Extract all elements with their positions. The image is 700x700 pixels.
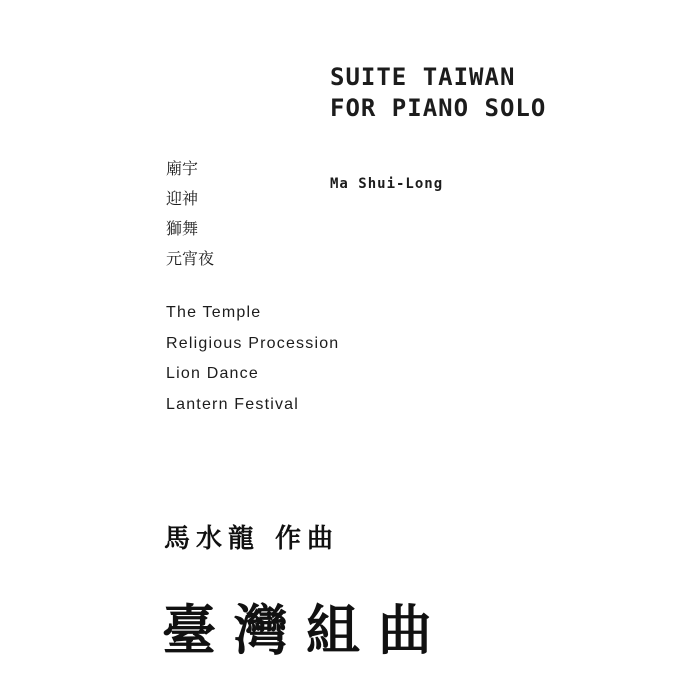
movement-zh-item: 元宵夜 xyxy=(166,249,215,268)
movement-zh-item: 廟宇 xyxy=(166,159,199,178)
title-chinese-calligraphy: 臺灣組曲 xyxy=(162,598,450,662)
movement-list-english xyxy=(166,298,339,420)
composer-name: Ma Shui-Long xyxy=(330,176,444,192)
movement-zh-item: 迎神 xyxy=(166,189,199,208)
composer-chinese-calligraphy: 馬水龍 作曲 xyxy=(164,524,340,554)
work-title-line-2: FOR PIANO SOLO xyxy=(330,94,547,122)
movement-en-item: Lion Dance xyxy=(166,365,259,382)
work-title xyxy=(330,62,546,124)
movement-en-item: Lantern Festival xyxy=(166,395,300,413)
movement-zh-item: 獅舞 xyxy=(166,219,199,238)
work-title-line-1: SUITE TAIWAN xyxy=(330,63,516,91)
movement-en-item: The Temple xyxy=(166,304,262,321)
movement-en-item: Religious Procession xyxy=(166,334,340,352)
movement-list-chinese xyxy=(166,154,214,274)
